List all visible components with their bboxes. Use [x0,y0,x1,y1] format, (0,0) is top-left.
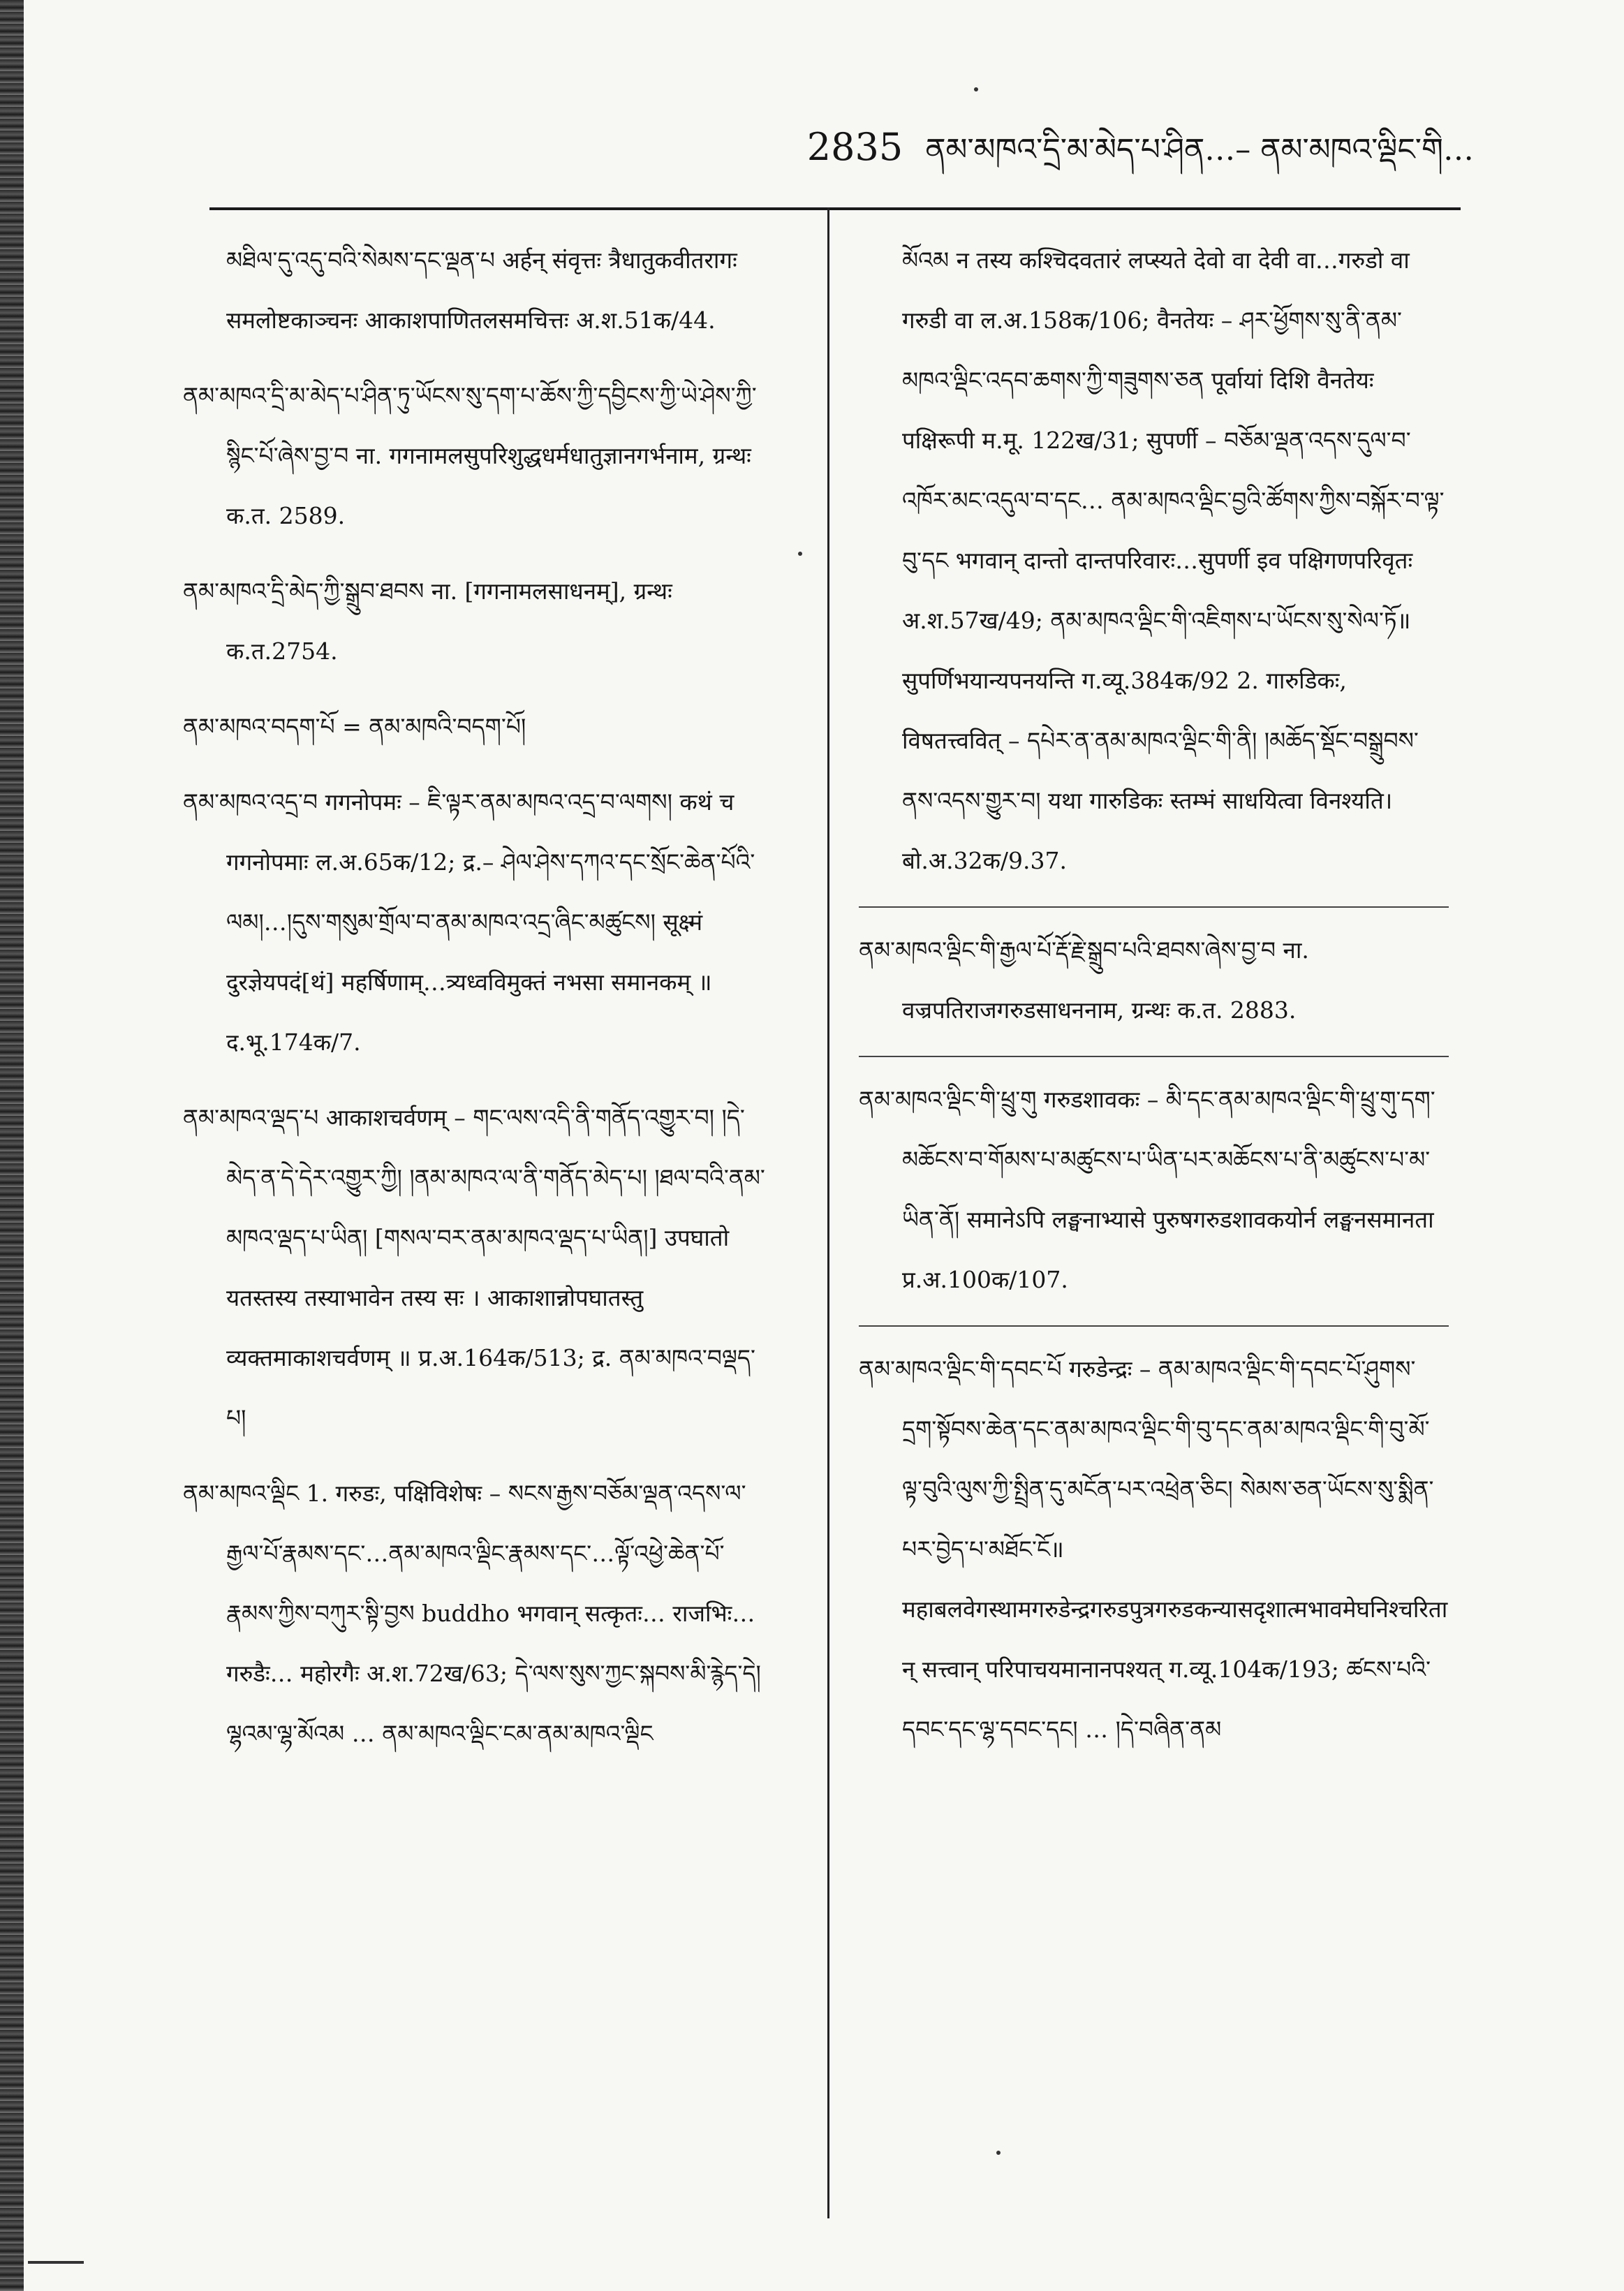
scan-corner-mark [28,2261,84,2264]
left-column [183,230,773,1779]
page-number: 2835 [806,125,903,169]
dictionary-entry: མཐིལ་དུ་འདུ་བའི་སེམས་དང་ལྡན་པ अर्हन् संवृत्तः त्रैधातुकवीतरागः समलोष्टकाञ्चनः आकाशपाणितलसमचित्तः अ.श.51क/44. [226,246,737,334]
column-divider [827,207,829,2218]
header-range: ནམ་མཁའ་དྲི་མ་མེད་པ་ཤིན…– ནམ་མཁའ་ལྡིང་གི… [925,132,1474,168]
dictionary-entry: ནམ་མཁའ་ལྡད་པ आकाशचर्वणम् – གང་ལས་འདི་ནི་གནོད་འགྱུར་བ། །དེ་མེད་ན་དེ་དེར་འགྱུར་ཀྱི། །ནམ་མཁའ་ལ་ནི་གནོད་མེད་པ། །ཐལ་བའི་ནམ་མཁའ་ལྡད་པ་ཡིན། [གསལ་བར་ནམ་མཁའ་ལྡད་པ་ཡིན།] उपघातो यतस्तस्य तस्याभावेन तस्य सः । आकाशान्नोपघातस्तु व्यक्तमाकाशचर्वणम् ॥ प्र.अ.164क/513; द्र. ནམ་མཁའ་བལྡད་པ། [183,1104,765,1431]
dictionary-entry: ནམ་མཁའ་དྲི་མ་མེད་པ་ཤིན་ཏུ་ཡོངས་སུ་དག་པ་ཆོས་ཀྱི་དབྱིངས་ཀྱི་ཡེ་ཤེས་ཀྱི་སྙིང་པོ་ཞེས་བྱ་བ ना. गगनामलसुपरिशुद्धधर्मधातुज्ञानगर्भनाम, ग्रन्थः क.त. 2589. [183,382,757,529]
dictionary-entry: ནམ་མཁའ་ལྡིང་གི་དབང་པོ गरुडेन्द्रः – ནམ་མཁའ་ལྡིང་གི་དབང་པོ་ཤུགས་དྲག་སྟོབས་ཆེན་དང་ནམ་མཁའ་ལྡིང་གི་བུ་དང་ནམ་མཁའ་ལྡིང་གི་བུ་མོ་ལྟ་བུའི་ལུས་ཀྱི་སྤྲིན་དུ་མངོན་པར་འཕྲེན་ཅིང། སེམས་ཅན་ཡོངས་སུ་སྨིན་པར་བྱེད་པ་མཐོང་ངོ॥ महाबलवेगस्थामगरुडेन्द्रगरुडपुत्रगरुडकन्यासदृशात्मभावमेघनिश्चरितान् सत्त्वान् परिपाचयमानानपश्यत् ग.व्यू.104क/193; ཚངས་པའི་དབང་དང་ལྷ་དབང་དང། … །དེ་བཞིན་ནམ [859,1325,1449,1760]
dictionary-entry: ནམ་མཁའ་ལྡིང་གི་ཕྲུ་གུ गरुडशावकः – མི་དང་ནམ་མཁའ་ལྡིང་གི་ཕྲུ་གུ་དག་མཆོངས་བ་གོམས་པ་མཚུངས་པ་ཡིན་པར་མཆོངས་པ་ནི་མཚུངས་པ་མ་ཡིན་ནོ། समानेऽपि लङ्घनाभ्यासे पुरुषगरुडशावकयोर्न लङ्घनसमानता प्र.अ.100क/107. [859,1056,1449,1310]
dictionary-entry: ནམ་མཁའ་བདག་པོ = ནམ་མཁའི་བདག་པོ། [183,713,526,740]
page-header [807,115,1474,202]
dictionary-entry: ནམ་མཁའ་དྲི་མེད་ཀྱི་སྒྲུབ་ཐབས ना. [गगनामलसाधनम्], ग्रन्थः क.त.2754. [183,577,672,665]
dictionary-entry: ནམ་མཁའ་འདྲ་བ गगनोपमः – ཇི་ལྟར་ནམ་མཁའ་འདྲ་བ་ལགས། कथं च गगनोपमाः ल.अ.65क/12; द्र.– ཤེལ་ཤེས་དཀའ་དང་སྲོང་ཆེན་པོའི་ལམ།…།དུས་གསུམ་གྲོལ་བ་ནམ་མཁའ་འདྲ་ཞིང་མཚུངས། सूक्ष्मं दुरज्ञेयपदं[थं] महर्षिणाम्…त्र्यध्वविमुक्तं नभसा समानकम् ॥ द.भू.174क/7. [183,788,755,1056]
print-speck [974,87,978,91]
page-binding-edge [0,0,24,2291]
dictionary-entry: མོའམ न तस्य कश्चिदवतारं लप्स्यते देवो वा देवी वा…गरुडो वा गरुडी वा ल.अ.158क/106; वैनतेयः – ཤར་ཕྱོགས་སུ་ནི་ནམ་མཁའ་ལྡིང་འདབ་ཆགས་ཀྱི་གཟུགས་ཅན पूर्वायां दिशि वैनतेयः पक्षिरूपी म.मू. 122ख/31; सुपर्णी – བཅོམ་ལྡན་འདས་དུལ་བ་འཁོར་མང་འདུལ་བ་དང… ནམ་མཁའ་ལྡིང་བྱའི་ཚོགས་ཀྱིས་བསྐོར་བ་ལྟ་བུ་དང भगवान् दान्तो दान्तपरिवारः…सुपर्णी इव पक्षिगणपरिवृतः अ.श.57ख/49; ནམ་མཁའ་ལྡིང་གི་འཇིགས་པ་ཡོངས་སུ་སེལ་ཏོ॥ सुपर्णिभयान्यपनयन्ति ग.व्यू.384क/92 2. गारुडिकः, विषतत्त्ववित् – དཔེར་ན་ནམ་མཁའ་ལྡིང་གི་ནི། །མཆོད་སྡོང་བསྒྲུབས་ནས་འདས་གྱུར་བ། यथा गारुडिकः स्तम्भं साधयित्वा विनश्यति। बो.अ.32क/9.37. [902,246,1445,874]
right-column [859,230,1449,1775]
print-speck [996,2151,1001,2155]
header-rule [209,207,1461,210]
dictionary-entry: ནམ་མཁའ་ལྡིང་གི་རྒྱལ་པོ་རྡོ་རྗེ་སྒྲུབ་པའི་ཐབས་ཞེས་བྱ་བ ना. वज्रपतिराजगरुडसाधननाम, ग्रन्थः क.त. 2883. [859,906,1449,1040]
print-speck [798,552,802,556]
dictionary-entry: ནམ་མཁའ་ལྡིང 1. गरुडः, पक्षिविशेषः – སངས་རྒྱས་བཅོམ་ལྡན་འདས་ལ་རྒྱལ་པོ་རྣམས་དང་…ནམ་མཁའ་ལྡིང་རྣམས་དང་…ལྟོ་འཕྱེ་ཆེན་པོ་རྣམས་ཀྱིས་བཀུར་སྟི་བྱས buddho भगवान् सत्कृतः… राजभिः… गरुडैः… महोरगैः अ.श.72ख/63; དེ་ལས་སུས་ཀྱང་སྐབས་མི་རྙེད་དེ། ལྷའམ་ལྷ་མོའམ … ནམ་མཁའ་ལྡིང་ངམ་ནམ་མཁའ་ལྡིང [183,1480,761,1747]
